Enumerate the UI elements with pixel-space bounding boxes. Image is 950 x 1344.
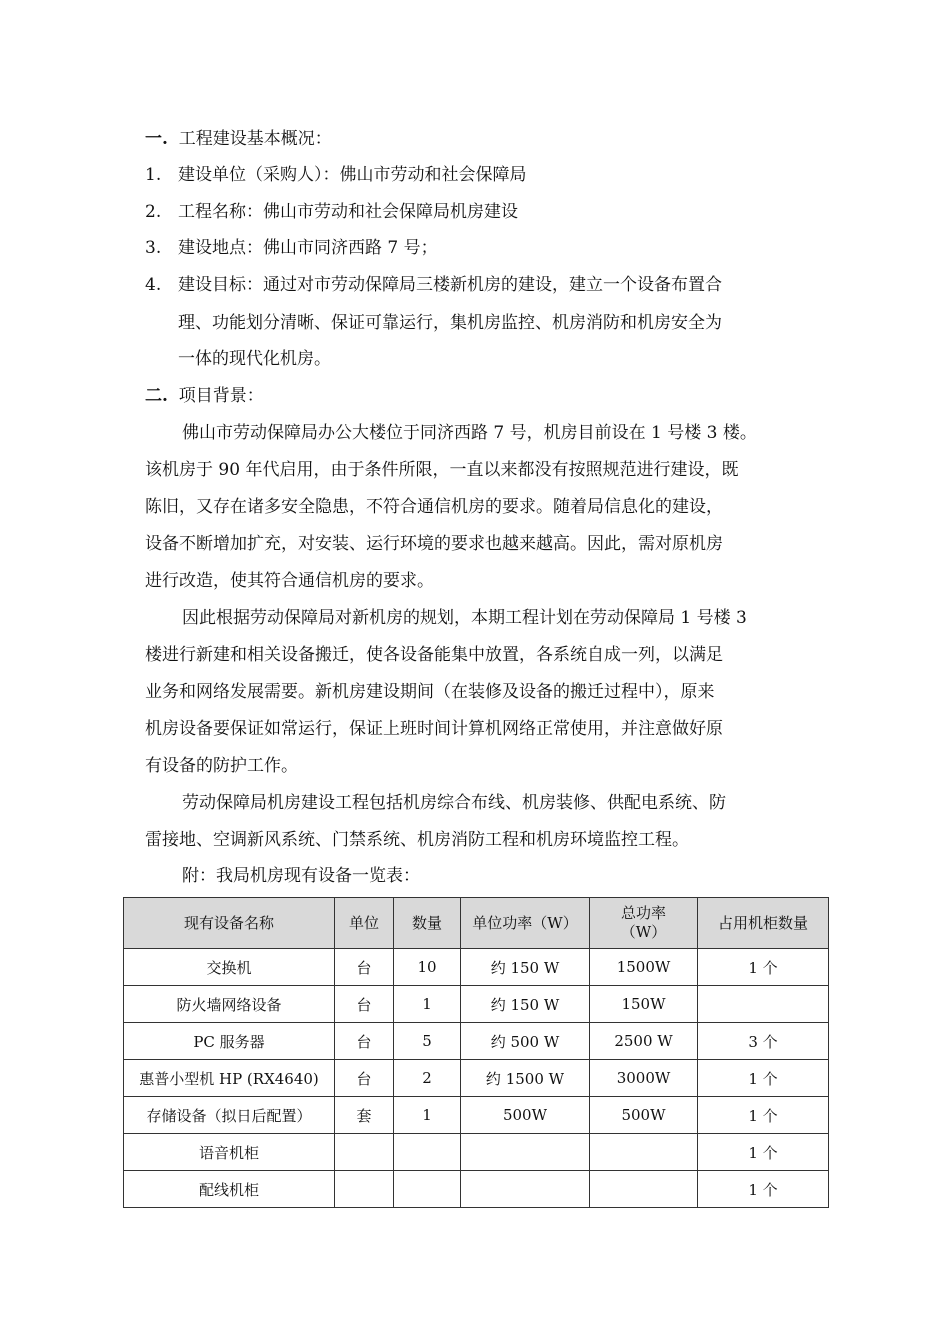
paragraph-line: 进行改造，使其符合通信机房的要求。 [145, 571, 434, 591]
list-item-number: 3. [145, 238, 162, 258]
paragraph-line: 陈旧，又存在诸多安全隐患，不符合通信机房的要求。随着局信息化的建设， [145, 497, 723, 517]
cell-total-power [590, 1134, 698, 1171]
paragraph-line: 佛山市劳动保障局办公大楼位于同济西路 7 号，机房目前设在 1 号楼 3 楼。 [182, 423, 757, 443]
paragraph-line: 业务和网络发展需要。新机房建设期间（在装修及设备的搬迁过程中），原来 [145, 682, 715, 702]
cell-unit: 台 [335, 1060, 394, 1097]
table-row [124, 1134, 829, 1171]
cell-total-power: 150W [590, 986, 698, 1023]
cell-unit [335, 1171, 394, 1208]
cell-unit-power [461, 1171, 590, 1208]
cell-total-power: 1500W [590, 949, 698, 986]
header-total-power [590, 898, 698, 949]
equipment-table [123, 897, 829, 1208]
paragraph-line: 该机房于 90 年代启用，由于条件所限，一直以来都没有按照规范进行建设，既 [145, 460, 739, 480]
cell-unit: 台 [335, 949, 394, 986]
cell-quantity: 5 [394, 1023, 461, 1060]
cell-equipment-name: 惠普小型机 HP (RX4640) [124, 1060, 335, 1097]
cell-equipment-name: 语音机柜 [124, 1134, 335, 1171]
cell-unit [335, 1134, 394, 1171]
table-row [124, 1097, 829, 1134]
cell-equipment-name: 防火墙网络设备 [124, 986, 335, 1023]
cell-quantity: 2 [394, 1060, 461, 1097]
cell-quantity: 1 [394, 986, 461, 1023]
cell-unit-power: 约 1500 W [461, 1060, 590, 1097]
header-total-power-line1: 总功率 [620, 904, 666, 922]
list-item-text: 建设地点：佛山市同济西路 7 号； [178, 238, 438, 258]
cell-unit-power: 500W [461, 1097, 590, 1134]
cell-cabinet-count: 1 个 [698, 1171, 829, 1208]
cell-unit-power [461, 1134, 590, 1171]
cell-cabinet-count: 1 个 [698, 1060, 829, 1097]
cell-equipment-name: 存储设备（拟日后配置） [124, 1097, 335, 1134]
cell-unit: 台 [335, 986, 394, 1023]
cell-total-power [590, 1171, 698, 1208]
list-item [145, 165, 527, 185]
table-row [124, 949, 829, 986]
cell-equipment-name: 交换机 [124, 949, 335, 986]
table-header-row [124, 898, 829, 949]
cell-cabinet-count: 1 个 [698, 1097, 829, 1134]
cell-equipment-name: 配线机柜 [124, 1171, 335, 1208]
cell-cabinet-count: 1 个 [698, 1134, 829, 1171]
cell-unit: 套 [335, 1097, 394, 1134]
list-item-continuation: 一体的现代化机房。 [178, 349, 331, 369]
section2-title: 项目背景： [178, 386, 264, 406]
table-row [124, 1023, 829, 1060]
list-item [145, 238, 438, 258]
cell-quantity [394, 1134, 461, 1171]
cell-unit-power: 约 500 W [461, 1023, 590, 1060]
table-row [124, 1171, 829, 1208]
header-unit: 单位 [335, 898, 394, 949]
cell-total-power: 500W [590, 1097, 698, 1134]
cell-total-power: 2500 W [590, 1023, 698, 1060]
section2-number: 二. [145, 386, 168, 406]
cell-total-power: 3000W [590, 1060, 698, 1097]
paragraph-line: 雷接地、空调新风系统、门禁系统、机房消防工程和机房环境监控工程。 [145, 830, 689, 850]
list-item [145, 202, 518, 222]
header-equipment-name: 现有设备名称 [124, 898, 335, 949]
table-row [124, 986, 829, 1023]
header-total-power-line2: （W） [620, 923, 667, 941]
cell-cabinet-count [698, 986, 829, 1023]
header-quantity: 数量 [394, 898, 461, 949]
list-item-number: 4. [145, 275, 162, 295]
cell-cabinet-count: 3 个 [698, 1023, 829, 1060]
section2-heading [145, 386, 264, 406]
list-item-number: 2. [145, 202, 162, 222]
table-caption: 附：我局机房现有设备一览表： [182, 866, 420, 886]
table-row [124, 1060, 829, 1097]
paragraph-line: 因此根据劳动保障局对新机房的规划，本期工程计划在劳动保障局 1 号楼 3 [182, 608, 747, 628]
list-item-number: 1. [145, 165, 162, 185]
cell-quantity: 1 [394, 1097, 461, 1134]
cell-unit-power: 约 150 W [461, 986, 590, 1023]
list-item-text: 工程名称：佛山市劳动和社会保障局机房建设 [178, 202, 518, 222]
section1-number: 一. [145, 129, 168, 149]
paragraph-line: 设备不断增加扩充，对安装、运行环境的要求也越来越高。因此，需对原机房 [145, 534, 723, 554]
list-item-continuation: 理、功能划分清晰、保证可靠运行，集机房监控、机房消防和机房安全为 [178, 313, 722, 333]
paragraph-line: 楼进行新建和相关设备搬迁，使各设备能集中放置，各系统自成一列，以满足 [145, 645, 723, 665]
paragraph-line: 劳动保障局机房建设工程包括机房综合布线、机房装修、供配电系统、防 [182, 793, 726, 813]
list-item [145, 275, 722, 295]
cell-equipment-name: PC 服务器 [124, 1023, 335, 1060]
cell-unit: 台 [335, 1023, 394, 1060]
paragraph-line: 机房设备要保证如常运行，保证上班时间计算机网络正常使用，并注意做好原 [145, 719, 723, 739]
header-cabinet-count: 占用机柜数量 [698, 898, 829, 949]
list-item-text: 建设目标：通过对市劳动保障局三楼新机房的建设，建立一个设备布置合 [178, 275, 722, 295]
cell-unit-power: 约 150 W [461, 949, 590, 986]
section1-title: 工程建设基本概况： [178, 129, 332, 149]
paragraph-line: 有设备的防护工作。 [145, 756, 298, 776]
header-unit-power: 单位功率（W） [461, 898, 590, 949]
section1-heading [145, 129, 332, 149]
cell-quantity: 10 [394, 949, 461, 986]
cell-cabinet-count: 1 个 [698, 949, 829, 986]
cell-quantity [394, 1171, 461, 1208]
list-item-text: 建设单位（采购人）：佛山市劳动和社会保障局 [178, 165, 527, 185]
